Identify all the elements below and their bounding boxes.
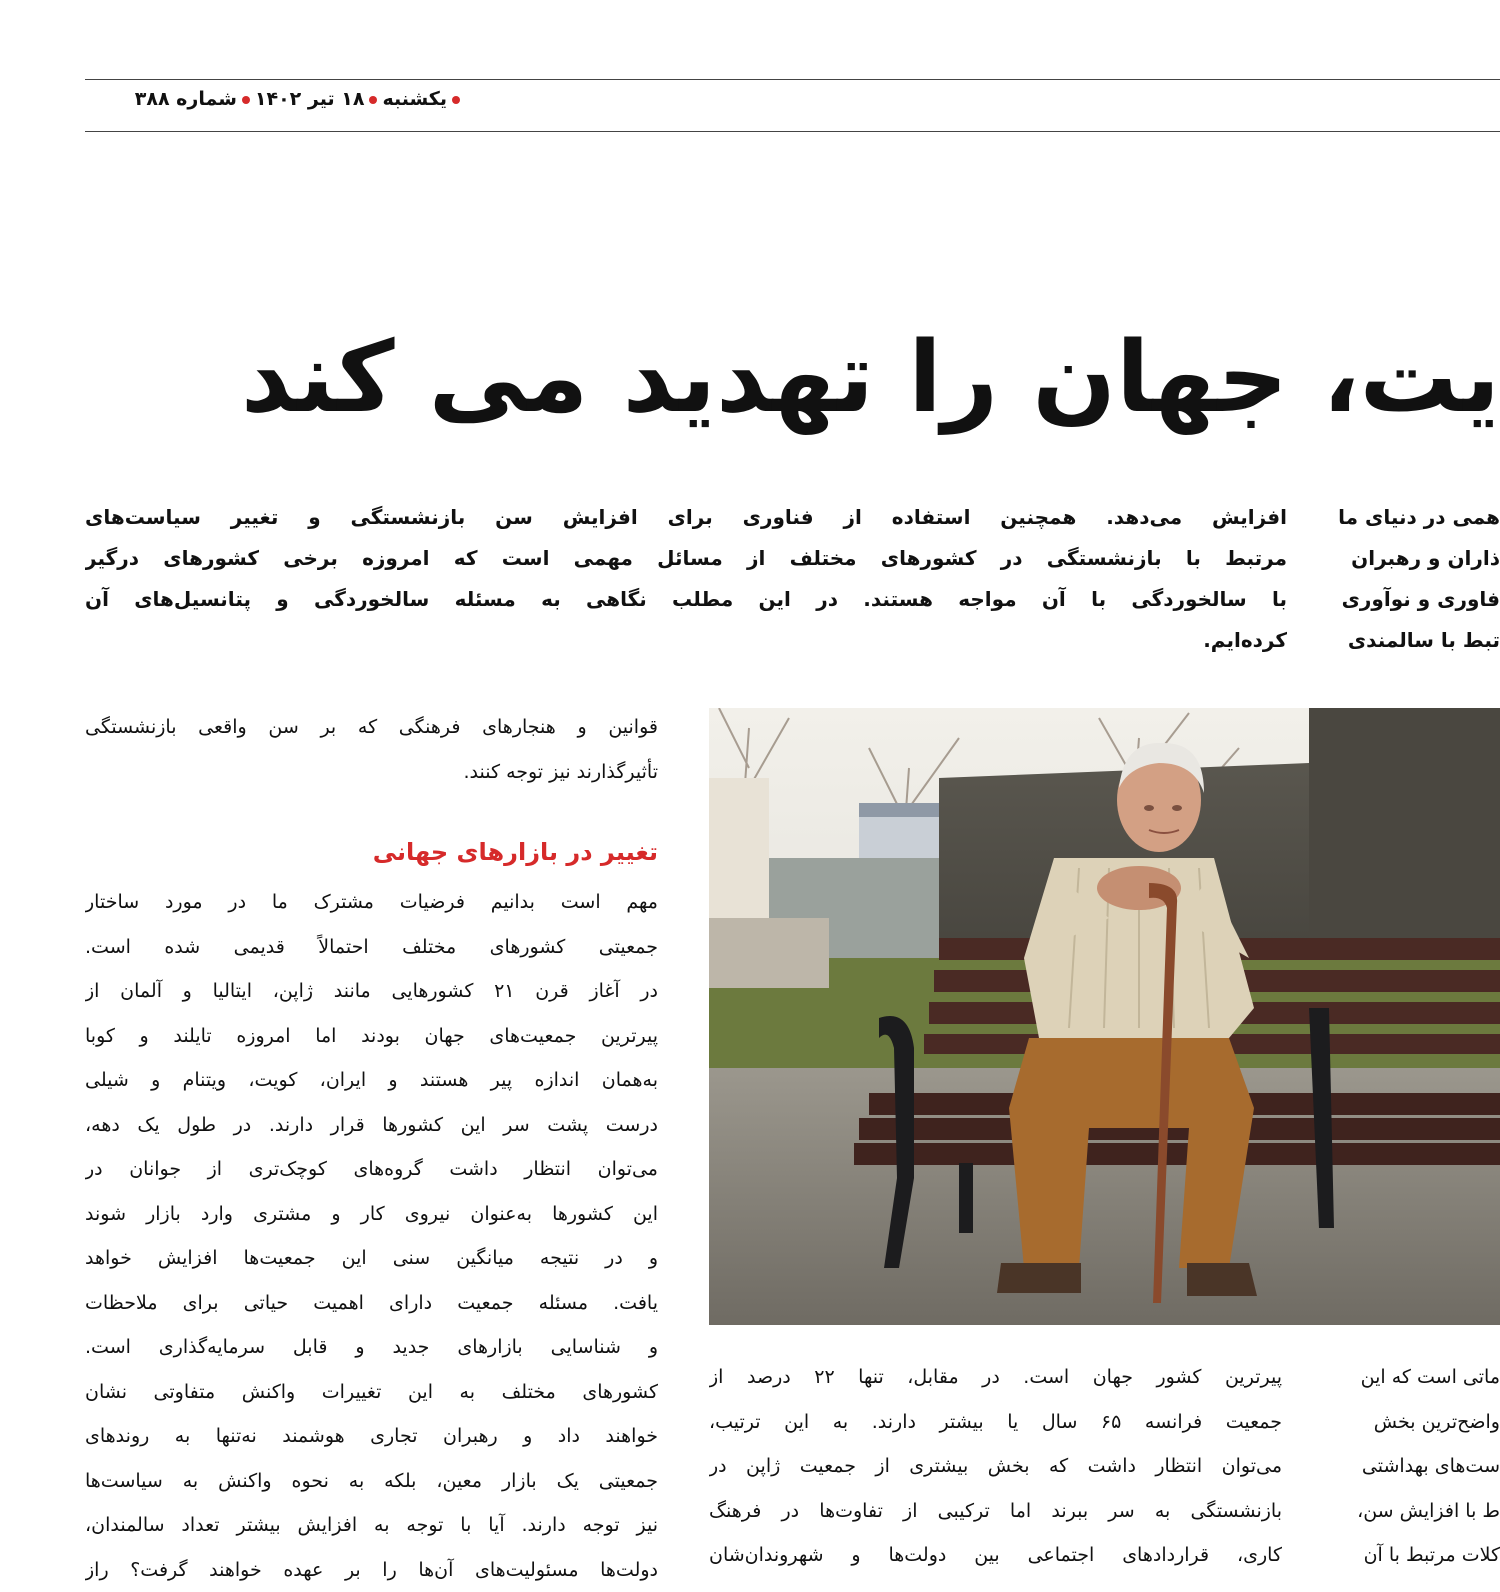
header-issue-number: شماره ۳۸۸ <box>135 88 237 110</box>
body-line: و در نتیجه میانگین سنی این جمعیت‌ها افزایش خواهد <box>85 1236 658 1281</box>
body-line: پیرترین جمعیت‌های جهان بودند اما امروزه تایلند و کوبا <box>85 1014 658 1059</box>
left-column-body <box>85 880 658 1592</box>
intro-edge-line: تبط با سالمندی <box>1330 620 1500 661</box>
intro-line: کرده‌ایم. <box>85 620 1287 661</box>
header-day: یکشنبه <box>382 88 447 110</box>
body-line: می‌توان انتظار داشت که بخش بیشتری از جمعیت ژاپن در <box>709 1444 1282 1489</box>
body-line: در آغاز قرن ۲۱ کشورهایی مانند ژاپن، ایتالیا و آلمان از <box>85 969 658 1014</box>
body-line: درست پشت سر این کشورها قرار دارند. در طول یک دهه، <box>85 1103 658 1148</box>
body-line: ست‌های بهداشتی <box>1333 1444 1500 1489</box>
body-line: پیرترین کشور جهان است. در مقابل، تنها ۲۲ درصد از <box>709 1355 1282 1400</box>
middle-column <box>709 1355 1282 1578</box>
body-line: مهم است بدانیم فرضیات مشترک ما در مورد ساختار <box>85 880 658 925</box>
intro-edge-line: ذاران و رهبران <box>1330 538 1500 579</box>
header-top-rule <box>85 79 1500 80</box>
intro-paragraph <box>85 497 1287 661</box>
body-line: کلات مرتبط با آن <box>1333 1533 1500 1578</box>
header-date: ۱۸ تیر ۱۴۰۲ <box>255 88 365 110</box>
body-line: قوانین و هنجارهای فرهنگی که بر سن واقعی بازنشستگی <box>85 705 658 750</box>
body-line: نیز توجه دارند. آیا با توجه به افزایش بیشتر تعداد سالمندان، <box>85 1503 658 1548</box>
body-line: واضح‌ترین بخش <box>1333 1400 1500 1445</box>
body-line: ماتی است که این <box>1333 1355 1500 1400</box>
body-line: بازنشستگی به سر ببرند اما ترکیبی از تفاوت‌ها در فرهنگ <box>709 1489 1282 1534</box>
body-line: یافت. مسئله جمعیت دارای اهمیت حیاتی برای ملاحظات <box>85 1281 658 1326</box>
body-line: جمعیتی کشورهای مختلف احتمالاً قدیمی شده است. <box>85 925 658 970</box>
header-bullet-icon <box>452 96 460 104</box>
body-line: کشورهای مختلف به این تغییرات واکنش متفاوتی نشان <box>85 1370 658 1415</box>
left-column <box>85 705 658 794</box>
body-line: کاری، قراردادهای اجتماعی بین دولت‌ها و شهروندان‌شان <box>709 1533 1282 1578</box>
intro-edge-line: همی در دنیای ما <box>1330 497 1500 538</box>
elderly-man-on-bench-illustration <box>709 708 1500 1325</box>
body-line: به‌همان اندازه پیر هستند و ایران، کویت، ویتنام و شیلی <box>85 1058 658 1103</box>
body-line: می‌توان انتظار داشت گروه‌های کوچک‌تری از جوانان در <box>85 1147 658 1192</box>
header-bottom-rule <box>85 131 1500 132</box>
intro-edge-column <box>1330 497 1500 661</box>
body-line: جمعیت فرانسه ۶۵ سال یا بیشتر دارند. به این ترتیب، <box>709 1400 1282 1445</box>
body-line: تأثیرگذارند نیز توجه کنند. <box>85 750 658 795</box>
issue-header <box>85 88 465 122</box>
body-line: این کشورها به‌عنوان نیروی کار و مشتری وارد بازار شوند <box>85 1192 658 1237</box>
body-line: خواهند داد و رهبران تجاری هوشمند نه‌تنها به روندهای <box>85 1414 658 1459</box>
body-line: جمعیتی یک بازار معین، بلکه به نحوه واکنش به سیاست‌ها <box>85 1459 658 1504</box>
intro-line: با سالخوردگی با آن مواجه هستند. در این مطلب نگاهی به مسئله سالخوردگی و پتانسیل‌های آن <box>85 579 1287 620</box>
intro-line: مرتبط با بازنشستگی در کشورهای مختلف از مسائل مهمی است که امروزه برخی کشورهای درگیر <box>85 538 1287 579</box>
intro-edge-line: فاوری و نوآوری <box>1330 579 1500 620</box>
intro-line: افزایش می‌دهد. همچنین استفاده از فناوری برای افزایش سن بازنشستگی و تغییر سیاست‌های <box>85 497 1287 538</box>
headline: یت، جهان را تهدید می کند <box>390 298 1500 458</box>
body-line: دولت‌ها مسئولیت‌های آن‌ها را بر عهده خواهند گرفت؟ راز <box>85 1548 658 1592</box>
right-edge-column <box>1333 1355 1500 1578</box>
article-photo <box>709 708 1500 1325</box>
body-line: و شناسایی بازارهای جدید و قابل سرمایه‌گذاری است. <box>85 1325 658 1370</box>
body-line: ط با افزایش سن، <box>1333 1489 1500 1534</box>
section-subheading: تغییر در بازارهای جهانی <box>85 838 658 866</box>
header-bullet-icon <box>242 96 250 104</box>
header-bullet-icon <box>369 96 377 104</box>
